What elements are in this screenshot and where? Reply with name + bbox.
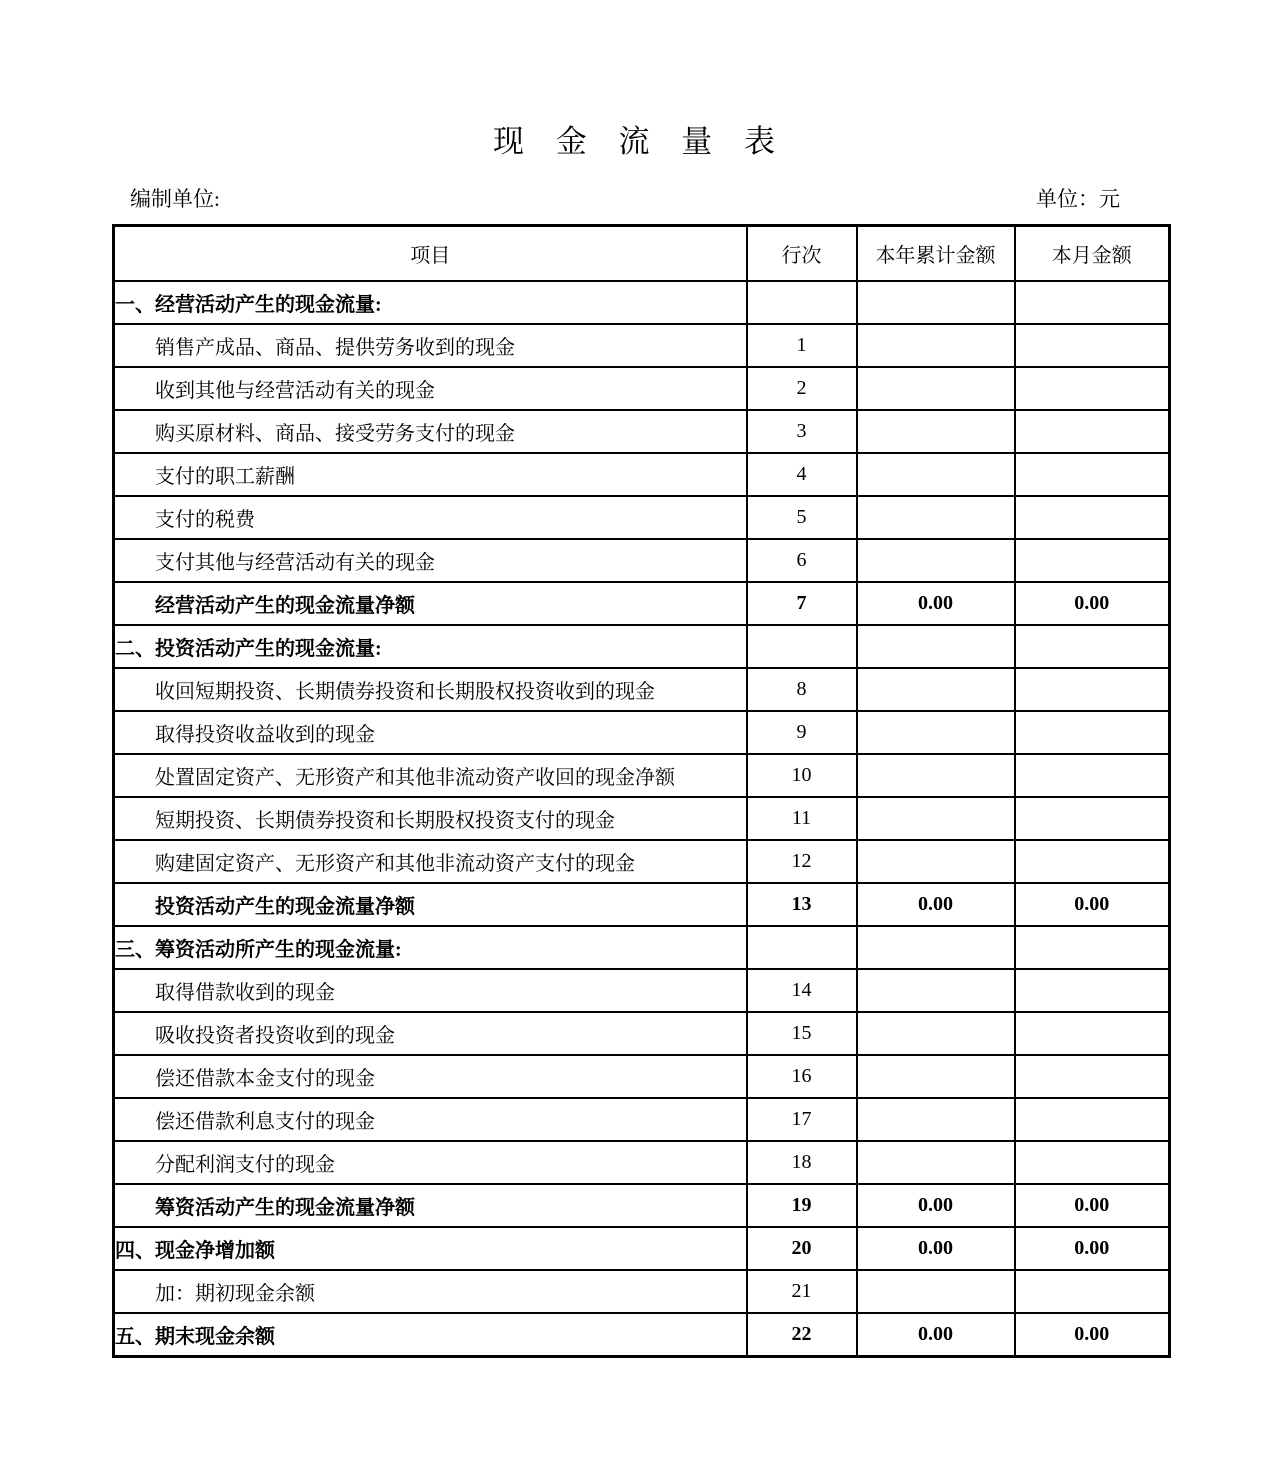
month-amount-cell: [1015, 840, 1170, 883]
item-cell: 取得投资收益收到的现金: [114, 711, 747, 754]
month-amount-cell: [1015, 969, 1170, 1012]
item-cell: 收回短期投资、长期债券投资和长期股权投资收到的现金: [114, 668, 747, 711]
item-cell: 五、期末现金余额: [114, 1313, 747, 1357]
month-amount-cell: [1015, 367, 1170, 410]
line-no-cell: 8: [747, 668, 857, 711]
item-cell: 处置固定资产、无形资产和其他非流动资产收回的现金净额: [114, 754, 747, 797]
meta-row: [15, 186, 1265, 212]
year-amount-cell: [857, 367, 1015, 410]
table-row: [114, 926, 1170, 969]
month-amount-cell: 0.00: [1015, 1227, 1170, 1270]
year-amount-cell: [857, 410, 1015, 453]
item-cell: 吸收投资者投资收到的现金: [114, 1012, 747, 1055]
line-no-cell: 17: [747, 1098, 857, 1141]
line-no-cell: 15: [747, 1012, 857, 1055]
month-amount-cell: [1015, 1270, 1170, 1313]
year-amount-cell: [857, 496, 1015, 539]
header-line-no: 行次: [747, 226, 857, 282]
line-no-cell: 5: [747, 496, 857, 539]
year-amount-cell: [857, 969, 1015, 1012]
table-row: [114, 883, 1170, 926]
year-amount-cell: [857, 281, 1015, 324]
year-amount-cell: [857, 1012, 1015, 1055]
year-amount-cell: [857, 711, 1015, 754]
table-row: [114, 1141, 1170, 1184]
item-cell: 收到其他与经营活动有关的现金: [114, 367, 747, 410]
year-amount-cell: [857, 625, 1015, 668]
line-no-cell: [747, 625, 857, 668]
line-no-cell: 3: [747, 410, 857, 453]
year-amount-cell: [857, 1270, 1015, 1313]
item-cell: 加：期初现金余额: [114, 1270, 747, 1313]
table-row: [114, 1012, 1170, 1055]
item-cell: 经营活动产生的现金流量净额: [114, 582, 747, 625]
table-row: [114, 754, 1170, 797]
month-amount-cell: [1015, 410, 1170, 453]
table-row: [114, 840, 1170, 883]
header-year-cumulative: 本年累计金额: [857, 226, 1015, 282]
table-row: [114, 797, 1170, 840]
month-amount-cell: [1015, 1055, 1170, 1098]
table-row: [114, 1098, 1170, 1141]
month-amount-cell: [1015, 324, 1170, 367]
prepared-by-label: 编制单位:: [130, 187, 220, 211]
item-cell: 购建固定资产、无形资产和其他非流动资产支付的现金: [114, 840, 747, 883]
month-amount-cell: [1015, 625, 1170, 668]
year-amount-cell: 0.00: [857, 1227, 1015, 1270]
header-item: 项目: [114, 226, 747, 282]
month-amount-cell: [1015, 539, 1170, 582]
item-cell: 销售产成品、商品、提供劳务收到的现金: [114, 324, 747, 367]
table-row: [114, 539, 1170, 582]
year-amount-cell: 0.00: [857, 1313, 1015, 1357]
table-row: [114, 367, 1170, 410]
line-no-cell: 19: [747, 1184, 857, 1227]
line-no-cell: 21: [747, 1270, 857, 1313]
month-amount-cell: 0.00: [1015, 582, 1170, 625]
item-cell: 筹资活动产生的现金流量净额: [114, 1184, 747, 1227]
table-row: [114, 453, 1170, 496]
month-amount-cell: [1015, 668, 1170, 711]
table-row: [114, 1227, 1170, 1270]
table-header-row: [114, 226, 1170, 282]
item-cell: 分配利润支付的现金: [114, 1141, 747, 1184]
unit-label: 单位：元: [1036, 187, 1120, 211]
line-no-cell: 2: [747, 367, 857, 410]
line-no-cell: 4: [747, 453, 857, 496]
line-no-cell: 18: [747, 1141, 857, 1184]
month-amount-cell: 0.00: [1015, 1313, 1170, 1357]
year-amount-cell: [857, 668, 1015, 711]
item-cell: 支付的税费: [114, 496, 747, 539]
item-cell: 偿还借款本金支付的现金: [114, 1055, 747, 1098]
item-cell: 四、现金净增加额: [114, 1227, 747, 1270]
month-amount-cell: [1015, 711, 1170, 754]
line-no-cell: 22: [747, 1313, 857, 1357]
year-amount-cell: 0.00: [857, 883, 1015, 926]
year-amount-cell: [857, 1141, 1015, 1184]
item-cell: 支付的职工薪酬: [114, 453, 747, 496]
table-row: [114, 1055, 1170, 1098]
item-cell: 偿还借款利息支付的现金: [114, 1098, 747, 1141]
year-amount-cell: [857, 754, 1015, 797]
month-amount-cell: 0.00: [1015, 883, 1170, 926]
table-row: [114, 1184, 1170, 1227]
item-cell: 二、投资活动产生的现金流量:: [114, 625, 747, 668]
line-no-cell: 6: [747, 539, 857, 582]
item-cell: 取得借款收到的现金: [114, 969, 747, 1012]
table-row: [114, 1270, 1170, 1313]
month-amount-cell: [1015, 453, 1170, 496]
line-no-cell: [747, 281, 857, 324]
month-amount-cell: [1015, 1098, 1170, 1141]
header-month-amount: 本月金额: [1015, 226, 1170, 282]
year-amount-cell: [857, 539, 1015, 582]
year-amount-cell: [857, 797, 1015, 840]
table-row: [114, 410, 1170, 453]
month-amount-cell: [1015, 496, 1170, 539]
month-amount-cell: 0.00: [1015, 1184, 1170, 1227]
table-row: [114, 969, 1170, 1012]
table-row: [114, 582, 1170, 625]
line-no-cell: 9: [747, 711, 857, 754]
line-no-cell: 20: [747, 1227, 857, 1270]
month-amount-cell: [1015, 797, 1170, 840]
item-cell: 投资活动产生的现金流量净额: [114, 883, 747, 926]
year-amount-cell: 0.00: [857, 582, 1015, 625]
line-no-cell: 16: [747, 1055, 857, 1098]
table-row: [114, 496, 1170, 539]
year-amount-cell: [857, 840, 1015, 883]
month-amount-cell: [1015, 754, 1170, 797]
line-no-cell: 11: [747, 797, 857, 840]
item-cell: 三、筹资活动所产生的现金流量:: [114, 926, 747, 969]
month-amount-cell: [1015, 281, 1170, 324]
table-row: [114, 668, 1170, 711]
line-no-cell: 10: [747, 754, 857, 797]
item-cell: 支付其他与经营活动有关的现金: [114, 539, 747, 582]
cash-flow-table: [112, 224, 1171, 1358]
item-cell: 购买原材料、商品、接受劳务支付的现金: [114, 410, 747, 453]
item-cell: 一、经营活动产生的现金流量:: [114, 281, 747, 324]
page-title: 现 金 流 量 表: [493, 124, 787, 159]
year-amount-cell: [857, 453, 1015, 496]
line-no-cell: 12: [747, 840, 857, 883]
month-amount-cell: [1015, 926, 1170, 969]
line-no-cell: [747, 926, 857, 969]
table-row: [114, 324, 1170, 367]
table-row: [114, 1313, 1170, 1357]
line-no-cell: 14: [747, 969, 857, 1012]
item-cell: 短期投资、长期债券投资和长期股权投资支付的现金: [114, 797, 747, 840]
month-amount-cell: [1015, 1141, 1170, 1184]
year-amount-cell: [857, 1098, 1015, 1141]
year-amount-cell: 0.00: [857, 1184, 1015, 1227]
year-amount-cell: [857, 324, 1015, 367]
line-no-cell: 7: [747, 582, 857, 625]
table-row: [114, 711, 1170, 754]
line-no-cell: 1: [747, 324, 857, 367]
year-amount-cell: [857, 1055, 1015, 1098]
table-row: [114, 281, 1170, 324]
table-row: [114, 625, 1170, 668]
line-no-cell: 13: [747, 883, 857, 926]
year-amount-cell: [857, 926, 1015, 969]
month-amount-cell: [1015, 1012, 1170, 1055]
